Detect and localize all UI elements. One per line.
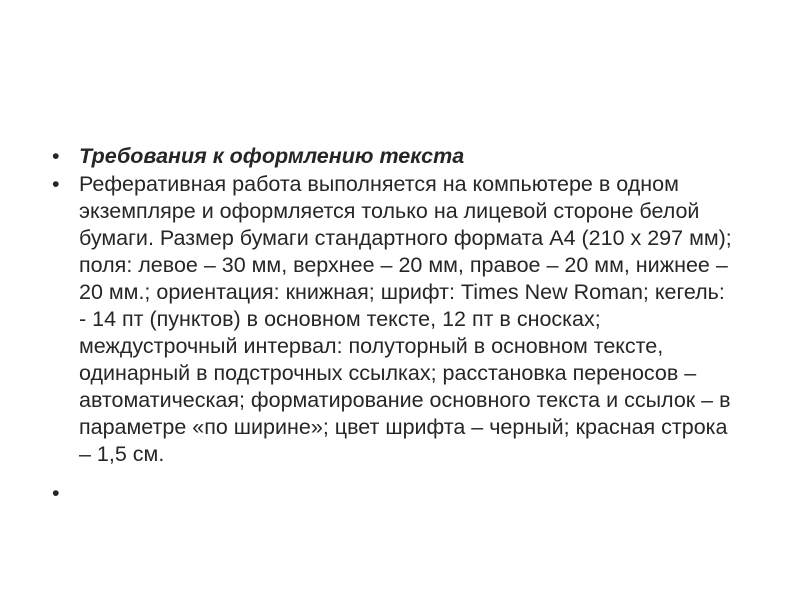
bullet-icon: • xyxy=(52,144,60,168)
bullet-icon: • xyxy=(52,172,60,196)
body-bullet-item xyxy=(52,171,732,468)
heading-text: Требования к оформлению текста xyxy=(79,144,465,168)
heading-bullet-item xyxy=(52,143,732,170)
empty-bullet-item xyxy=(52,480,732,507)
bullet-icon: • xyxy=(52,481,60,505)
bullet-list xyxy=(52,143,732,507)
body-text: Реферативная работа выполняется на компьютере в одном экземпляре и оформляется только на лицевой стороне белой бумаги. Размер бумаги стандартного формата А4 (210 х 297 мм); поля: левое – 30 мм, верхнее – 20 мм, правое – 20 мм, нижнее – 20 мм.; ориентация: книжная; шрифт: Times New Roman; кегель: - 14 пт (пунктов) в основном тексте, 12 пт в сносках; междустрочный интервал: полуторный в основном тексте, одинарный в подстрочных ссылках; расстановка переносов – автоматическая; форматирование основного текста и ссылок – в параметре «по ширине»; цвет шрифта – черный; красная строка – 1,5 см. xyxy=(79,172,732,466)
